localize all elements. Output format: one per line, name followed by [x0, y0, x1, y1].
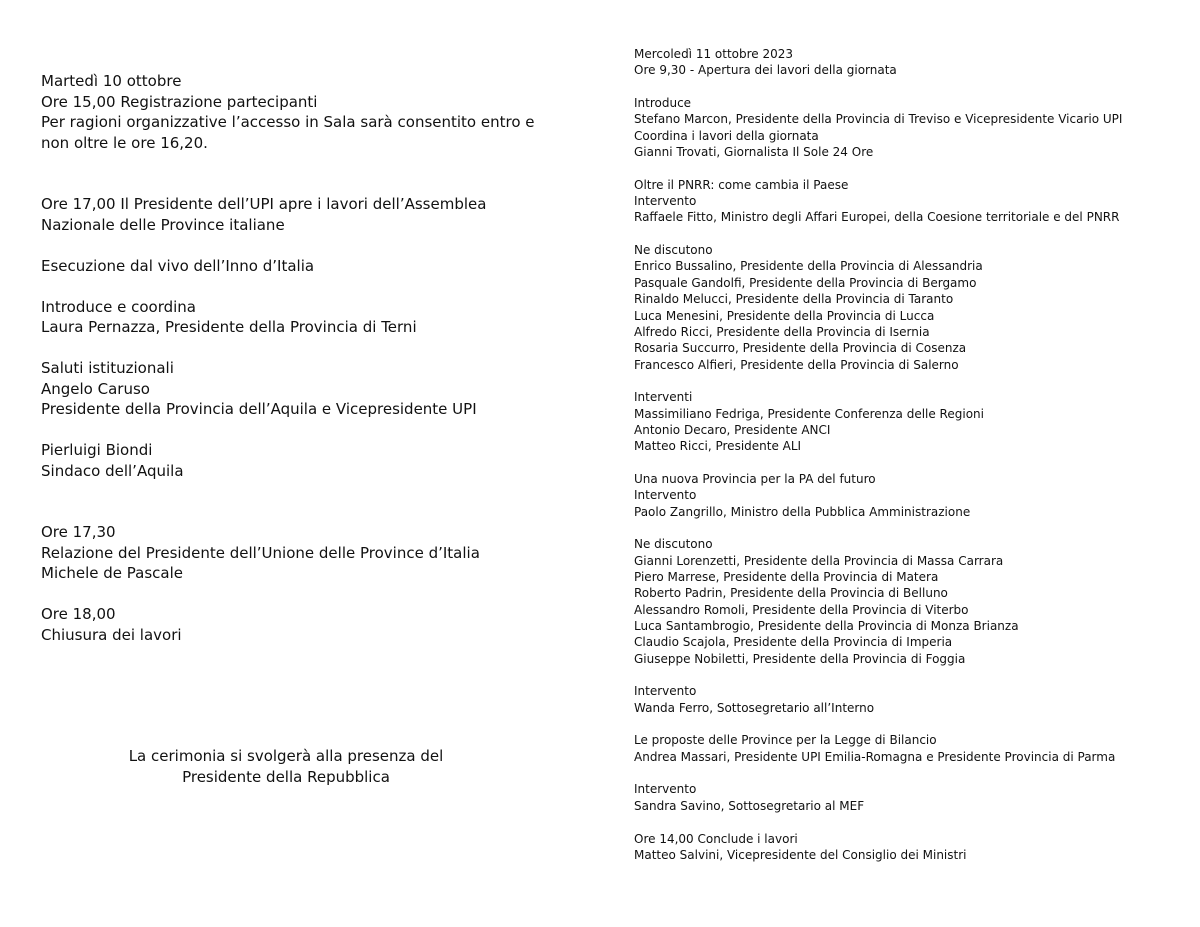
intro-heading: Introduce	[634, 96, 692, 111]
day1-program	[41, 71, 561, 666]
opening-block	[41, 194, 561, 235]
greetings-block	[41, 358, 561, 420]
day2-opening-time: Ore 9,30 - Apertura dei lavori della giornata	[634, 63, 897, 78]
interior-speaker: Wanda Ferro, Sottosegretario all’Interno	[634, 700, 875, 715]
panel1-member: Alfredo Ricci, Presidente della Provincia di Isernia	[634, 324, 930, 339]
new-province-title: Una nuova Provincia per la PA del futuro	[634, 471, 876, 486]
conclusion-time: Ore 14,00 Conclude i lavori	[634, 831, 798, 846]
budget-title: Le proposte delle Province per la Legge di Bilancio	[634, 733, 937, 748]
panel1-member: Luca Menesini, Presidente della Provincia di Lucca	[634, 308, 935, 323]
mayor-role: Sindaco dell’Aquila	[41, 461, 184, 480]
panel2-member: Luca Santambrogio, Presidente della Provincia di Monza Brianza	[634, 619, 1019, 634]
new-province-block	[634, 471, 1194, 520]
moderator-heading: Introduce e coordina	[41, 297, 196, 316]
budget-block	[634, 732, 1194, 765]
anthem-block	[41, 256, 561, 277]
panel1-block	[634, 242, 1194, 373]
conclusion-block	[634, 831, 1194, 864]
day2-program	[634, 46, 1194, 880]
pnrr-speaker: Raffaele Fitto, Ministro degli Affari Europei, della Coesione territoriale e del PNRR	[634, 210, 1120, 225]
speech-speaker: Antonio Decaro, Presidente ANCI	[634, 422, 831, 437]
panel2-member: Claudio Scajola, Presidente della Provincia di Imperia	[634, 635, 953, 650]
pnrr-intervento-label: Intervento	[634, 194, 697, 209]
greetings-heading: Saluti istituzionali	[41, 359, 174, 377]
coordination-heading: Coordina i lavori della giornata	[634, 128, 819, 143]
panel1-member: Francesco Alfieri, Presidente della Provincia di Salerno	[634, 357, 959, 372]
access-note: Per ragioni organizzative l’accesso in Sala sarà consentito entro e non oltre le ore 16,20.	[41, 113, 535, 152]
anthem-text: Esecuzione dal vivo dell’Inno d’Italia	[41, 256, 315, 275]
interior-block	[634, 683, 1194, 716]
mayor-block	[41, 440, 561, 481]
day1-date: Martedì 10 ottobre	[41, 72, 182, 90]
report-title: Relazione del Presidente dell’Unione delle Province d’Italia	[41, 543, 480, 562]
day2-header-block	[634, 46, 1194, 79]
speeches-heading: Interventi	[634, 390, 693, 405]
speeches-block	[634, 389, 1194, 454]
panel2-heading: Ne discutono	[634, 537, 713, 552]
mef-block	[634, 781, 1194, 814]
moderator-block	[41, 297, 561, 338]
registration-block	[41, 71, 561, 153]
panel1-member: Enrico Bussalino, Presidente della Provincia di Alessandria	[634, 259, 983, 274]
pnrr-title: Oltre il PNRR: come cambia il Paese	[634, 177, 849, 192]
panel2-member: Alessandro Romoli, Presidente della Provincia di Viterbo	[634, 602, 969, 617]
intro-speaker: Stefano Marcon, Presidente della Provincia di Treviso e Vicepresidente Vicario UPI	[634, 112, 1123, 127]
closing-text: Chiusura dei lavori	[41, 625, 182, 644]
report-speaker: Michele de Pascale	[41, 564, 183, 582]
ceremony-note-line-2: Presidente della Repubblica	[182, 767, 390, 786]
new-province-intervento-label: Intervento	[634, 488, 697, 503]
greetings-speaker-role: Presidente della Provincia dell’Aquila e Vicepresidente UPI	[41, 400, 477, 418]
mef-speaker: Sandra Savino, Sottosegretario al MEF	[634, 798, 865, 813]
panel2-block	[634, 536, 1194, 667]
registration-time: Ore 15,00 Registrazione partecipanti	[41, 92, 318, 111]
mef-intervento-label: Intervento	[634, 782, 697, 797]
moderator-name: Laura Pernazza, Presidente della Provincia di Terni	[41, 318, 417, 336]
greetings-speaker-name: Angelo Caruso	[41, 379, 150, 398]
report-time: Ore 17,30	[41, 523, 116, 541]
day2-date: Mercoledì 11 ottobre 2023	[634, 47, 794, 61]
panel2-member: Giuseppe Nobiletti, Presidente della Provincia di Foggia	[634, 651, 966, 666]
opening-text: Ore 17,00 Il Presidente dell’UPI apre i lavori dell’Assemblea Nazionale delle Province italiane	[41, 195, 487, 234]
ceremony-note	[41, 746, 531, 787]
panel1-member: Rinaldo Melucci, Presidente della Provincia di Taranto	[634, 292, 954, 307]
budget-speaker: Andrea Massari, Presidente UPI Emilia-Romagna e Presidente Provincia di Parma	[634, 749, 1116, 764]
closing-time: Ore 18,00	[41, 605, 116, 623]
new-province-speaker: Paolo Zangrillo, Ministro della Pubblica Amministrazione	[634, 504, 971, 519]
closing-block	[41, 604, 561, 645]
panel1-member: Rosaria Succurro, Presidente della Provincia di Cosenza	[634, 341, 967, 356]
panel2-member: Gianni Lorenzetti, Presidente della Provincia di Massa Carrara	[634, 553, 1004, 568]
mayor-name: Pierluigi Biondi	[41, 441, 153, 459]
panel1-member: Pasquale Gandolfi, Presidente della Provincia di Bergamo	[634, 275, 977, 290]
interior-intervento-label: Intervento	[634, 684, 697, 699]
pnrr-block	[634, 177, 1194, 226]
report-block	[41, 522, 561, 584]
panel2-member: Roberto Padrin, Presidente della Provincia di Belluno	[634, 586, 948, 601]
coordinator-name: Gianni Trovati, Giornalista Il Sole 24 Ore	[634, 145, 874, 160]
panel2-member: Piero Marrese, Presidente della Provincia di Matera	[634, 570, 939, 584]
speech-speaker: Matteo Ricci, Presidente ALI	[634, 439, 802, 454]
panel1-heading: Ne discutono	[634, 243, 713, 258]
ceremony-note-line-1: La cerimonia si svolgerà alla presenza del	[128, 747, 444, 765]
speech-speaker: Massimiliano Fedriga, Presidente Conferenza delle Regioni	[634, 406, 984, 421]
intro-block	[634, 95, 1194, 160]
conclusion-speaker: Matteo Salvini, Vicepresidente del Consiglio dei Ministri	[634, 847, 967, 862]
